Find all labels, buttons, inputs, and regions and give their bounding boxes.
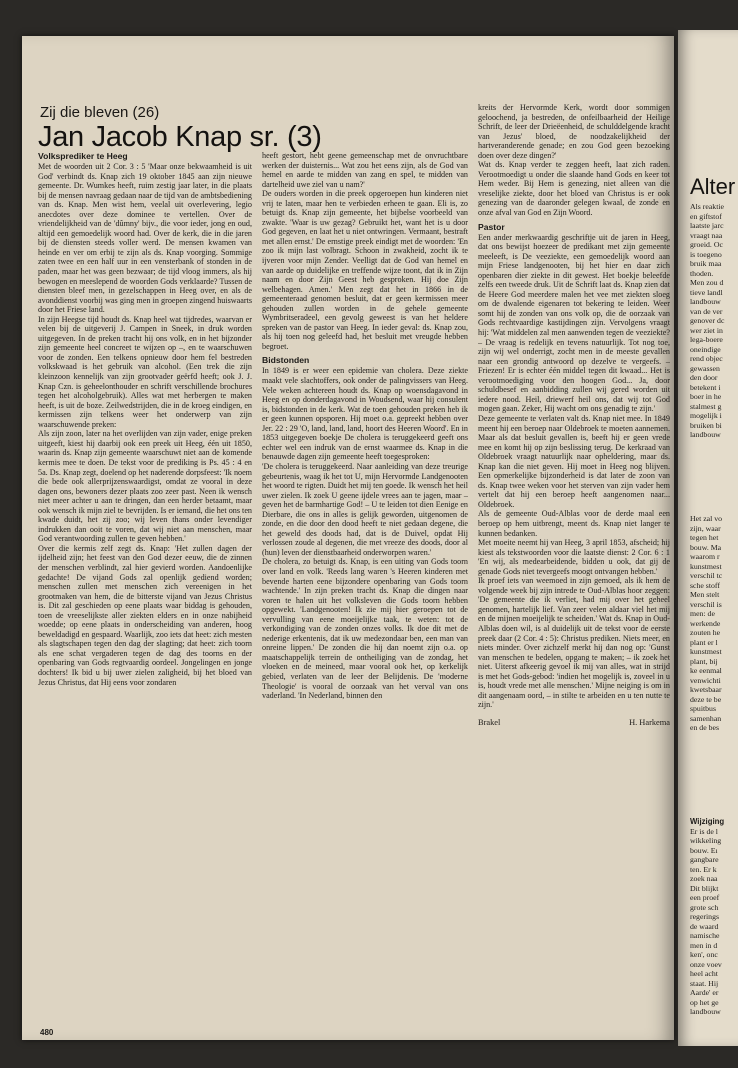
right-page-line: wer ziet in: [690, 325, 723, 335]
section-heading: Pastor: [478, 221, 505, 232]
right-page-line: bouw. Eı: [690, 845, 718, 855]
right-page-line: Er is de l: [690, 826, 718, 836]
right-page-line: verschil tc: [690, 571, 723, 580]
right-page-line: grote sch: [690, 902, 719, 912]
article-title: Jan Jacob Knap sr. (3): [38, 121, 322, 153]
right-page-line: en de bes: [690, 723, 720, 732]
right-page-line: lega-boere: [690, 335, 723, 344]
right-page-heading: Wijziging: [690, 817, 725, 826]
right-page-line: gewassen: [690, 363, 720, 373]
right-page-line: men in d: [690, 940, 718, 950]
right-page-line: een proef: [690, 893, 720, 902]
right-page-title: Alter: [690, 174, 736, 199]
right-page-line: waarom r: [690, 552, 720, 561]
right-page-line: spuitbus: [690, 704, 716, 713]
paragraph: Een ander merkwaardig geschriftje uit de jaren in Heeg, dat ons bewijst hoezeer de predikant met zijn gemeente meeleeft, is De veeziekte, een gemoedelijk woord aan mijn Friese landgenooten, bij het hier en daar zich openbaren dier ziekte in dit gewest. Het boekje beleefde zelfs een tweede druk. Uit de Schrift laat ds. Knap zien dat de Heere God meerdere malen het vee met ziekten sloeg om de dwalende eigenaren tot bekering te leiden. Weer somt hij de zonden van ons volk op, die de oorzaak van Gods rechtvaardige kastijdingen zijn. Vervolgens vraagt hij: 'Wat middelen zal men aanwenden tegen de veeziekte? – De vraag is redelijk en tevens natuurlijk. Tot nog toe, zijn wij wel onderrigt, zocht men in de meeste gevallen naar een grondig antwoord op dezelve te vergeefs. – Friezen! Er is echter één middel tegen dit kwaad... Het is verootmoediging voor den hoogen God... Ja, door schuldbesef en aanbidding zullen wij gered worden uit iedere nood. Heil, driewerf heil ons, dat wij tot God mogen gaan. Zeker, Hij wacht om ons genadig te zijn.': [478, 232, 670, 414]
right-page-line: Men stelt: [690, 590, 720, 599]
right-page-line: samenhan: [690, 713, 722, 723]
right-page-line: wikkeling: [690, 836, 722, 845]
right-page-line: kwetsbaar: [690, 685, 722, 694]
right-page-line: Dit blijkt: [690, 883, 719, 893]
right-page-line: bruik maa: [690, 259, 722, 268]
paragraph: heeft gestort, hebt geene gemeenschap met de onvruchtbare werken der duisternis... Wat zou het eens zijn, als de God van hemel en aarde te midden van zang en spel, te midden van dartelheid uwe ziel van u nam?': [262, 151, 468, 189]
text-column-3: [478, 103, 670, 1023]
right-page-line: genover dc: [690, 316, 725, 325]
series-label: Zij die bleven (26): [40, 104, 160, 121]
right-page-line: vraagt naa: [690, 230, 723, 240]
right-page-line: regerings: [690, 912, 720, 921]
right-page-fragment: [678, 30, 738, 1046]
signature-author: H. Harkema: [629, 717, 670, 727]
paragraph: Als de gemeente Oud-Alblas voor de derde maal een beroep op hem uitbrengt, meent ds. Knap niet langer te kunnen bedanken.: [478, 509, 670, 538]
right-page-line: oneindige: [690, 344, 721, 354]
right-page-line: bouw. Ma: [690, 542, 722, 552]
right-page-line: landbouw: [690, 297, 721, 306]
right-page-column-c: [690, 817, 738, 1017]
paragraph: In 1849 is er weer een epidemie van cholera. Deze ziekte maakt vele slachtoffers, ook onder de palingvissers van Heeg. Vele weken achtereen houdt ds. Knap op woensdagavond in Heeg en op donderdagavond in Woudsend, waar hij consulent is, bidstonden in de kerk. Wat de toen gehouden preken heb ik er geen kunnen opsporen. Hij moet o.a. gepreekt hebben over Jer. 22 : 29 'O, land, land, land, hoort des Heeren Woord'. En in 1853 uitgegeven boekje De cholera is teruggekeerd geeft ons echter wel een indruk van de ernst waarmee ds. Knap in die benauwde dagen zijn gemeente heeft toegesproken:: [262, 366, 468, 462]
paragraph: Als zijn zoon, later na het overlijden van zijn vader, enige preken uitgeeft, kiest hij daarbij ook een preek uit Heeg, één uit 1850, waarin ds. Knap zijn gemeente waarschuwt niet aan de komende kermis mee te doen. De tekst voor de prediking is Ps. 45 : 4 en 5a. Ds. Knap zegt, doelend op het naderende dorpsfeest: 'Ik noem die bede ook allerprijzenswaardigst, omdat ze vooral in deze dagen ons, bewoners dezer plaats zoo zeer past. Neen ik wensch niet meer achter u aan te dringen, dan een herder betaamt, maar ook wensch ik mijn ziel te bevrijden. Is er iemand, die het ons ten kwade duidt, het zij zoo; wij leven thans onder levendiger indrukken dan ooit te voren, dat wij niet aan menschen, maar God verantwoording zullen te geven hebben.': [38, 429, 252, 544]
paragraph: De ouders worden in die preek opgeroepen hun kinderen niet vrij te laten, maar hen te verbieden erheen te gaan. Eli is, zo betuigt ds. Knap zijn gemeente, het bijbelse voorbeeld van zwakte. 'Waar is uw gezag? Gebruikt het, want het is u door God gegeven, en laat het u niet ontwringen. Vermaant, bestraft met allen ernst.' De ernstige preek eindigt met de woorden: 'En zoo ik mijn last volbragt. Schoon in zwakheid, zocht ik te ijveren voor mijn Zender. Veelligt dat de God van hemel en van aarde op duidelijke en treffende wijze toont, dat ik in Zijn naam en door Zijn Geest heb gesproken. Hij doe Zijn welbehagen. Amen.' Men zegt dat het in 1866 in de gemeenteraad genomen besluit, dat er geen kermissen meer gehouden zullen worden in de gehele gemeente Wymbritseradeel, een gevolg geweest is van het heldere spreken van de pastor van Heeg. In ieder geval: ds. Knap zou, als hij toen nog geleefd had, het besluit met vreugde hebben begroet.: [262, 189, 468, 351]
right-page-line: landbouw: [690, 430, 721, 439]
right-page-line: Het zal vo: [690, 514, 723, 523]
right-page-line: sche stoff: [690, 580, 720, 590]
right-page-line: landbouw: [690, 1007, 721, 1016]
signature: [478, 718, 670, 728]
right-page-line: Als reaktie: [690, 202, 724, 211]
right-page-line: op het ge: [690, 997, 719, 1007]
right-page-column-b: [690, 514, 738, 733]
right-page-line: kunstmest: [690, 647, 722, 656]
right-page-line: heel acht: [690, 969, 718, 978]
right-page-line: ken', onc: [690, 950, 718, 959]
right-page-line: betekent i: [690, 382, 721, 392]
paragraph: Deze gemeente te verlaten valt ds. Knap niet mee. In 1849 meent hij een beroep naar Oldebroek te moeten aannemen. Maar als dat besluit gevallen is, beeft hij er geen vrede mee en komt hij op zijn beslissing terug. De kerkraad van Oldebroek vraagt natuurlijk naar opheldering, maar ds. Knap kan die niet geven. Hij moet in Heeg nog blijven. Een opmerkelijke bijzonderheid is dat later de zoon van ds. Knap twee weken voor het sterven van zijn vader hem vertelt dat hij een beroep heeft aangenomen naar... Oldebroek.: [478, 413, 670, 509]
right-page-line: kunstmest: [690, 561, 722, 571]
right-page-line: boer in he: [690, 392, 722, 401]
right-page-line: en giftstof: [690, 211, 722, 221]
right-page-line: van de ver: [690, 306, 723, 316]
paragraph: Met de woorden uit 2 Cor. 3 : 5 'Maar onze bekwaamheid is uit God' verbindt ds. Knap zich 19 oktober 1845 aan zijn nieuwe gemeente. Dr. Wumkes heeft, ruim zestig jaar later, in die plaats bij de mensen navraag gedaan naar de tijd van de ambtsbediening van ds. Knap. Men wist hem, veelal uit overlevering, legio anecdotes over deze dominee te vertellen. Over de vriendelijkheid van de 'dûmny' bijv., die voor ieder, jong en oud, altijd een gemoedelijk woord had. Over de kerk, die in die jaren bij de diensten steeds voller werd. De mensen kwamen van heinde en ver om erbij te zijn als ds. Knap voorging. Sommige zaten twee en een half uur in een vensterbank of stonden in de paden, maar het was geen bezwaar; de tijd vloog immers, als hij bewogen en meeslepend de woorden Gods verklaarde? Tussen de diensten bleef men, in gezelschappen in Heeg over, en als de avonddienst voorbij was ging men in groepen zingend huiswaarts door het Friese land.: [38, 162, 252, 315]
page-number: 480: [40, 1028, 54, 1037]
right-page-line: ke eenmal: [690, 666, 722, 675]
right-page-line: werkende: [690, 618, 721, 628]
right-page-column-a: [690, 202, 738, 440]
right-page-line: stalmest g: [690, 401, 722, 411]
right-page-line: deze te be: [690, 694, 722, 704]
right-page-line: Aarde' er: [690, 988, 719, 997]
right-page-line: rend objec: [690, 354, 723, 363]
paragraph: Ik proef iets van weemoed in zijn gemoed, als ik hem de volgende week bij zijn intrede te Oud-Alblas hoor zeggen: 'De gemeente die ik verliet, had mij over het geheel genomen, hartelijk lief. Van zeer velen aldaar viel het mij en de mijnen moeijelijk te scheiden.' Wat ds. Knap in Oud-Alblas doen wil, is al duidelijk uit de tekst voor de eerste preek daar (2 Cor. 4 : 5): Christus prediken. Niets meer, en niets minder. Over zichzelf merkt hij dan nog op: 'Gunst van menschen te bedelen, opgang te maken; – ik zoek het niet. Uiterst afkeerig gevoel ik mij van alles, wat in strijd is met het Gods-gebod: 'indien het mogelijk is, zoveel in u is, houdt vrede met alle menschen.' Mijne neiging is om in dit aangenaam oord, – in stilte te arbeiden en u ten nutte te zijn.': [478, 576, 670, 710]
paragraph: Over die kermis zelf zegt ds. Knap: 'Het zullen dagen der ijdelheid zijn; het feest van den God dezer eeuw, die de zinnen der menschen verblindt, zal hier gevierd worden. Aandoenlijke gedachte! De vijand Gods zal openlijk gediend worden; menschen zullen met menschen zich vereenigen in het grootmaken van hem, die de bitterste vijand van Jezus Christus is. Dit zal geschieden op eene plaats waar biddag is gehouden, toen de vreeselijkste aller ziekten elders en in onze nabijheid woedde; op eene plaats in onderscheiding van anderen, hoog beweldadigd en gespaard. Waarlijk, zoo iets dat heet: zich mesten als slagtschapen tegen den dag der slagting; dat heet: zich toorn als ene schat vergaderen tegen de dag des toorns en der openbaring van Gods regtvaardig oordeel. Jongelingen en jonge dochters! Ik bid u bij uwer zielen zaligheid, bij het bloed van Jezus Christus, dat Hij eens voor zondaren: [38, 543, 252, 687]
paragraph: kreits der Hervormde Kerk, wordt door sommigen geloochend, ja bestreden, de onfeilbaarheid der Heilige Schrift, de leer der Drieëenheid, de schulddelgende kracht van Jezus' bloed, de noodzakelijkheid der hartveranderende genade; en zou God geen bezoeking doen over deze dingen?': [478, 103, 670, 160]
right-page-line: de waard: [690, 921, 719, 931]
right-page-line: namische: [690, 931, 720, 940]
right-page-line: plant, bij: [690, 656, 718, 666]
paragraph: 'De cholera is teruggekeerd. Naar aanleiding van deze treurige gebeurtenis, waag ik het tot U, mijn Hervormde Landgenooten het woord te rigten. Duidt het mij ten goede. Ik wensch het heil uwer zielen. Ik zoek U geene ijdele vrees aan te jagen, maar – geven het de barmhartige God! – U te leiden tot dien Eenige en Dierbare, die ons in alles is gelijk geworden, uitgenomen de zonde, en die door den dood heeft te niet gedaan degene, die het geweld des doods had, dat is de Duivel, opdat Hij verlossen zoude al degenen, die met vreeze des doods, door al (hun) leven der dienstbaarheid onderworpen waren.': [262, 461, 468, 557]
right-page-line: thoden.: [690, 268, 714, 278]
paragraph: Met moeite neemt hij van Heeg, 3 april 1853, afscheid; hij kiest als tekstwoorden voor die laatste dienst: 2 Cor. 6 : 1 'En wij, als medearbeidende, bidden u ook, dat gij de genade Gods niet tevergeefs moogt ontvangen hebben.': [478, 538, 670, 576]
right-page-line: zoek naa: [690, 874, 718, 883]
section-heading: Volksprediker te Heeg: [38, 151, 128, 161]
right-page-line: plant er l: [690, 637, 718, 647]
right-page-line: laatste jarc: [690, 221, 724, 230]
right-page-line: zijn, waar: [690, 523, 721, 533]
right-page-line: zouten he: [690, 628, 721, 637]
right-page-line: tegen het: [690, 533, 719, 542]
paragraph: Wat ds. Knap verder te zeggen heeft, laat zich raden. Verootmoedigt u onder die slaande hand Gods en keer tot Hem weder. Bij Hem is genezing, niet alleen van die vreselijke ziekte, door het bloed van Christus is er ook genezing van de daaronder gelegen kwaal, de zonde en onze afval van God en Zijn Woord.: [478, 160, 670, 218]
right-page-line: onze voev: [690, 959, 722, 969]
paragraph: De cholera, zo betuigt ds. Knap, is een uiting van Gods toorn over land en volk. 'Reeds lang waren 's Heeren kinderen met bevende harten eene bijzondere openbaring van Gods toorn wachtende.' In zijn preken tracht ds. Knap die dingen naar voren te halen uit het volksleven die Gods toorn hebben opgewekt. 'Landgenooten! Ik zie mij hier geroepen tot de vervulling van eene moeijelijke taak, te weten: tot de verkondiging van de zonden onzes volks. Ik doe dit met de nederige erkentenis, dat ik uw medezondaar ben, een man van onreine lippen.' De zonden die hij dan noemt zijn o.a. op maatschappelijk terrein de ontheiliging van de zondag, het vloeken en de meineed, maar vooral ook het, op kerkelijk gebied, verlaten van de leer der Belijdenis. De 'moderne Theologie' is vooral de oorzaak van het verval van ons vaderland. 'In Nederland, binnen den: [262, 557, 468, 701]
right-page-line: gangbare: [690, 855, 719, 864]
right-page-line: venwichti: [690, 675, 721, 685]
paragraph: In zijn Heegse tijd houdt ds. Knap heel wat tijdredes, waarvan er velen bij de uitgeverij J. Campen in Sneek, in druk worden uitgegeven. In de preken tracht hij ons volk, en in het bijzonder zijn gemeente heel concreet te wijzen op –, en te waarschuwen voor de zonden. Een telkens opnieuw door hem fel bestreden volkskwaad is het gebruik van alcohol. (Een trek die zijn kleinzoon kennelijk van zijn grootvader geërfd heeft; ook J. J. Knap Czn. is geheelonthouder en schrift verschillende brochures tegen het alcoholgebruik). Alles wat met herbergen te maken heeft, is uit de boze. Zeilwedstrijden, die in de kroeg eindigen, en kermissen zijn telkens weer het onderwerp van zijn waarschuwende preken:: [38, 314, 252, 429]
right-page-line: is toegeno: [690, 249, 722, 259]
signature-place: Brakel: [478, 717, 501, 727]
right-page-line: Men zou d: [690, 278, 724, 287]
right-page-line: verschil is: [690, 599, 722, 609]
right-page-line: staat. Hij: [690, 978, 719, 988]
section-heading: Bidstonden: [262, 355, 310, 366]
right-page-line: den door: [690, 373, 718, 382]
right-page-line: mogelijk i: [690, 411, 722, 420]
right-page-line: bruiken bi: [690, 420, 722, 430]
right-page-line: tieve landl: [690, 287, 723, 297]
text-column-2: [262, 151, 468, 1023]
right-page-line: ten. Er k: [690, 864, 717, 874]
right-page-line: groeid. Oc: [690, 240, 723, 249]
right-page-line: men: de: [690, 609, 715, 618]
text-column-1: [38, 151, 252, 1023]
